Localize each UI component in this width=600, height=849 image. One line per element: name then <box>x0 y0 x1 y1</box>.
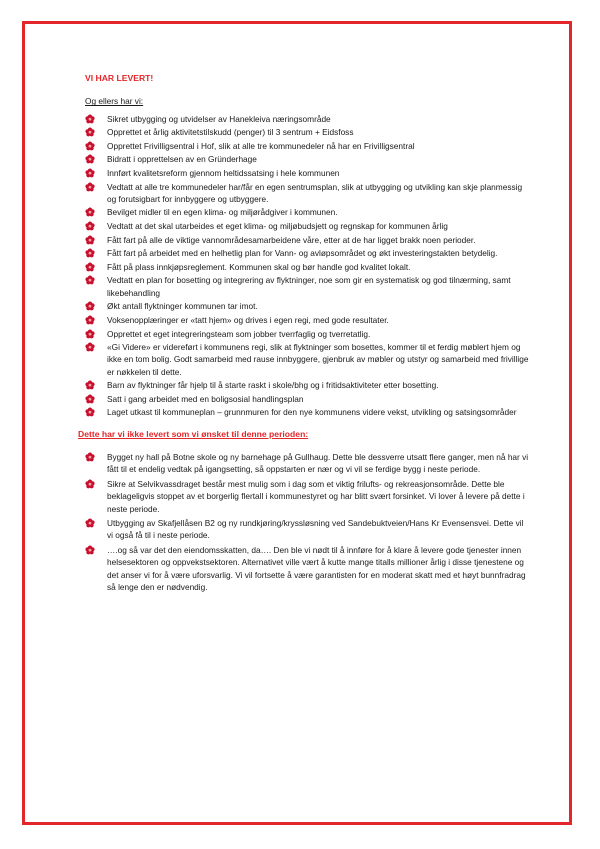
list-item <box>85 341 530 378</box>
list-item <box>85 234 530 246</box>
list-item <box>85 406 530 418</box>
list-item <box>85 478 530 515</box>
list-item-text: Fått fart på arbeidet med en helhetlig plan for Vann- og avløpsområdet og økt investeringstakten betydelig. <box>107 248 498 259</box>
list-item <box>85 274 530 299</box>
list-item-text: «Gi Videre» er videreført i kommunens regi, slik at flyktninger som bosettes, kommer til et ferdig møblert hjem og ikke en tom bolig. Godt samarbeid med rause innbyggere, gjenbruk av møbler og utstyr og samarbeid med frivillige er nøkkelen til dette. <box>107 342 529 377</box>
list-item-text: Opprettet et årlig aktivitetstilskudd (penger) til 3 sentrum + Eidsfoss <box>107 127 354 138</box>
list-item-text: Bidratt i opprettelsen av en Gründerhage <box>107 154 257 165</box>
list-item <box>85 544 530 593</box>
list-item <box>85 379 530 391</box>
list-item <box>85 153 530 165</box>
list-item <box>85 300 530 312</box>
list-item <box>85 181 530 206</box>
list-item <box>85 261 530 273</box>
list-item-text: Laget utkast til kommuneplan – grunnmuren for den nye kommunens videre vekst, utvikling og satsingsområder <box>107 407 517 418</box>
list-item-text: Bygget ny hall på Botne skole og ny barnehage på Gullhaug. Dette ble dessverre utsatt flere ganger, men nå har vi fått til et endelig vedtak på igangsetting, så oppstarten er nær og vi vil se ferdige bygg i neste periode. <box>107 452 529 475</box>
list-item <box>85 517 530 542</box>
list-item <box>85 113 530 125</box>
list-item-text: Opprettet Frivilligsentral i Hof, slik at alle tre kommunedeler nå har en Frivilligsentral <box>107 140 415 151</box>
page-title: VI HAR LEVERT! <box>85 73 154 83</box>
not-delivered-list <box>85 451 530 593</box>
list-item-text: Vedtatt en plan for bosetting og integrering av flyktninger, noe som gir en systematisk og god tilnærming, samt likebehandling <box>107 275 511 298</box>
list-item <box>85 167 530 179</box>
list-item <box>85 126 530 138</box>
list-item-text: Satt i gang arbeidet med en boligsosial handlingsplan <box>107 393 304 404</box>
list-item <box>85 247 530 259</box>
delivered-list <box>85 113 530 419</box>
list-item-text: Innført kvalitetsreform gjennom heltidssatsing i hele kommunen <box>107 167 340 178</box>
document-body <box>78 72 530 596</box>
list-item <box>85 220 530 232</box>
list-item-text: Fått på plass innkjøpsreglement. Kommunen skal og bør handle god kvalitet lokalt. <box>107 261 411 272</box>
list-item-text: Økt antall flyktninger kommunen tar imot. <box>107 301 258 312</box>
list-item-text: Sikret utbygging og utvidelser av Hanekleiva næringsområde <box>107 113 331 124</box>
list-item <box>85 451 530 476</box>
list-item-text: Sikre at Selvikvassdraget består mest mulig som i dag som et viktig frilufts- og rekreasjonsområde. Dette ble beklageligvis stoppet av et borgerlig flertall i kommunestyret og har blitt svært forsinket. Vi lover å levere på dette i neste periode. <box>107 478 525 514</box>
list-item-text: Vedtatt at det skal utarbeides et eget klima- og miljøbudsjett og regnskap for kommunen årlig <box>107 221 448 232</box>
list-item-text: ….og så var det den eiendomsskatten, da…. Den ble vi nødt til å innføre for å klare å levere gode tjenester innen helsesektoren og oppvekstsektoren. Alternativet ville vært å kutte mange titalls millioner årlig i disse tjenestene og det anser vi for å være uforsvarlig. Vi vil fortsette å være garantisten for en moderat skatt med et høyt bunnfradrag så lenge den er nødvendig. <box>107 545 526 592</box>
list-item-text: Bevilget midler til en egen klima- og miljørådgiver i kommunen. <box>107 207 338 218</box>
list-item <box>85 328 530 340</box>
list-item-text: Vedtatt at alle tre kommunedeler har/får en egen sentrumsplan, slik at utbygging og utvikling kan skje planmessig og forutsigbart for innbyggere og utbyggere. <box>107 181 523 204</box>
list-item <box>85 206 530 218</box>
list-item-text: Barn av flyktninger får hjelp til å starte raskt i skole/bhg og i fritidsaktiviteter etter bosetting. <box>107 380 439 391</box>
list-item-text: Fått fart på alle de viktige vannområdesamarbeidene våre, etter at de har ligget brakk noen perioder. <box>107 234 476 245</box>
list-item <box>85 314 530 326</box>
list-item-text: Voksenopplæringer er «tatt hjem» og drives i egen regi, med gode resultater. <box>107 314 389 325</box>
not-delivered-title: Dette har vi ikke levert som vi ønsket til denne perioden: <box>78 428 309 439</box>
list-item-text: Utbygging av Skafjellåsen B2 og ny rundkjøring/kryssløsning ved Sandebuktveien/Hans Kr Evensensvei. Dette vil vi også få til i neste periode. <box>107 518 524 541</box>
list-item <box>85 393 530 405</box>
list-item-text: Opprettet et eget integreringsteam som jobber tverrfaglig og tverretatlig. <box>107 328 371 339</box>
section-subtitle: Og ellers har vi: <box>85 96 144 107</box>
list-item <box>85 140 530 152</box>
